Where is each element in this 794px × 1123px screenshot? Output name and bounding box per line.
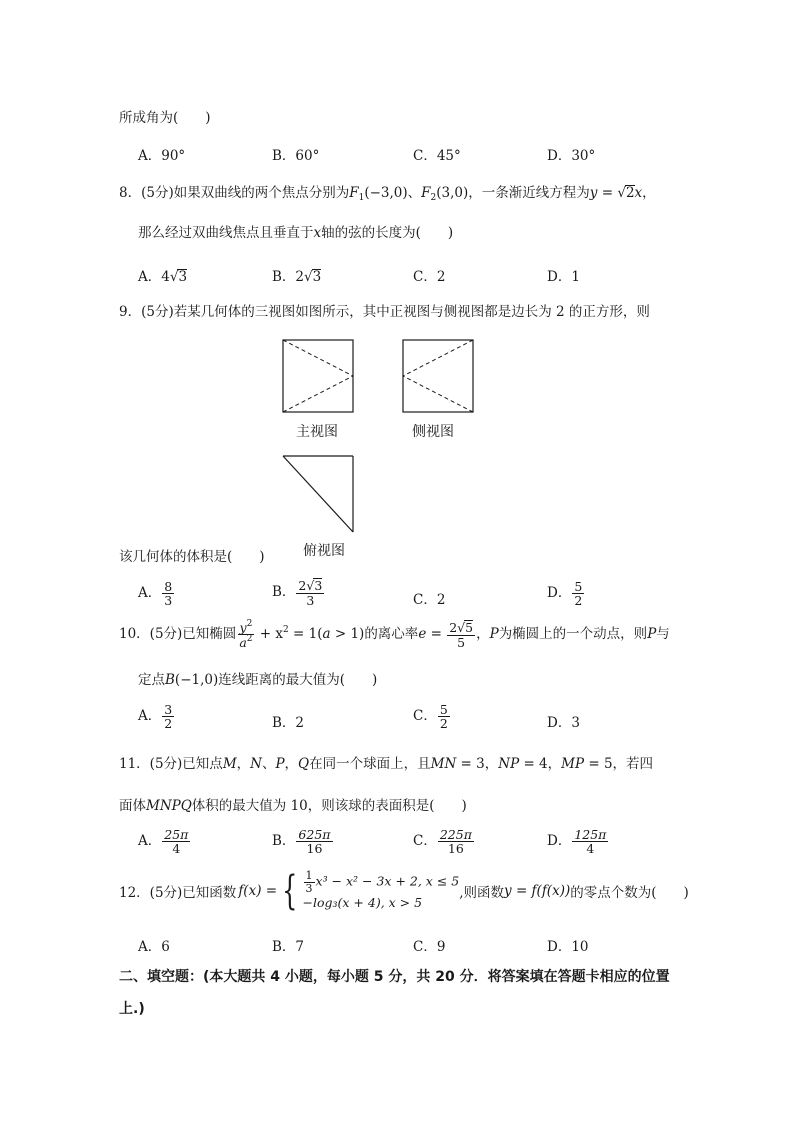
q10-option-a: A． $\frac{3}{2}$ — [138, 702, 173, 732]
q8-option-a: A．4√3 — [138, 269, 188, 285]
q8-option-b: B．2√3 — [272, 269, 322, 285]
q9-option-a: A． $\frac{8}{3}$ — [138, 579, 173, 609]
piecewise-definition: { $\frac{1}{3}$ x³ − x² − 3x + 2, x ≤ 5 −log₃(x + 4), x > 5 — [282, 867, 460, 914]
side-view-figure — [400, 337, 476, 415]
q12-option-c: C．9 — [413, 939, 446, 955]
q9-question-line1: 9．(5分)若某几何体的三视图如图所示，其中正视图与侧视图都是边长为 2 的正方形，则 — [119, 304, 650, 320]
q11-question-line1: 11．(5分)已知点M，N、P，Q在同一个球面上，且MN = 3，NP = 4，MP = 5，若四 — [119, 756, 654, 772]
q9-option-c: C．2 — [413, 592, 446, 608]
q8-question-line1: 8．(5分)如果双曲线的两个焦点分别为$F_1(-3,0)$、$F_2(3,0)$，一条渐近线方程为y = √2x， — [119, 185, 656, 203]
q12-option-a: A．6 — [138, 939, 170, 955]
q7-question-tail: 所成角为( ) — [119, 110, 211, 126]
q7-option-d: D．30° — [547, 148, 596, 164]
section2-heading-line2: 上.) — [119, 1001, 145, 1017]
q11-option-d: D． $\frac{125\pi}{4}$ — [547, 827, 607, 857]
q8-question-line2: 那么经过双曲线焦点且垂直于x轴的弦的长度为( ) — [138, 225, 454, 241]
q11-question-line2: 面体MNPQ体积的最大值为 10，则该球的表面积是( ) — [119, 798, 467, 814]
q7-option-b: B．60° — [272, 148, 320, 164]
q9-option-d: D． $\frac{5}{2}$ — [547, 579, 583, 609]
front-view-label: 主视图 — [296, 424, 338, 440]
q10-option-d: D．3 — [547, 715, 580, 731]
q7-option-a: A．90° — [138, 148, 186, 164]
q10-option-b: B．2 — [272, 715, 305, 731]
front-view-figure — [280, 337, 356, 415]
q12-option-d: D．10 — [547, 939, 589, 955]
section2-heading-line1: 二、填空题：(本大题共 4 小题，每小题 5 分，共 20 分．将答案填在答题卡相应的位置 — [119, 969, 670, 985]
q10-option-c: C． $\frac{5}{2}$ — [413, 702, 448, 732]
q8-option-c: C．2 — [413, 269, 446, 285]
top-view-figure — [280, 453, 356, 535]
q9-question-tail: 该几何体的体积是( ) — [119, 549, 265, 565]
q12-option-b: B．7 — [272, 939, 305, 955]
q11-option-b: B． $\frac{625\pi}{16}$ — [272, 827, 331, 857]
q11-option-c: C． $\frac{225\pi}{16}$ — [413, 827, 472, 857]
q11-option-a: A． $\frac{25\pi}{4}$ — [138, 827, 189, 857]
side-view-label: 侧视图 — [412, 424, 454, 440]
q10-question-line1: 10．(5分)已知椭圆 $\frac{y^2}{a^2}$ + $x^2 = 1(a > 1)$的离心率e = $\frac{2√5}{5}$ ，P为椭圆上的一个动点，则P与 — [119, 619, 670, 651]
q10-question-line2: 定点B(−1,0)连线距离的最大值为( ) — [138, 672, 378, 688]
q9-option-b: B． $\frac{2√3}{3}$ — [272, 578, 323, 608]
q8-option-d: D．1 — [547, 269, 580, 285]
q12-question: 12．(5分)已知函数 f(x) = { $\frac{1}{3}$ x³ − x² − 3x + 2, x ≤ 5 −log₃(x + 4), x > 5 ,则函数 y = f(f(x)) 的零点个数为( ) — [119, 867, 689, 914]
top-view-label: 俯视图 — [303, 543, 345, 559]
q7-option-c: C．45° — [413, 148, 461, 164]
